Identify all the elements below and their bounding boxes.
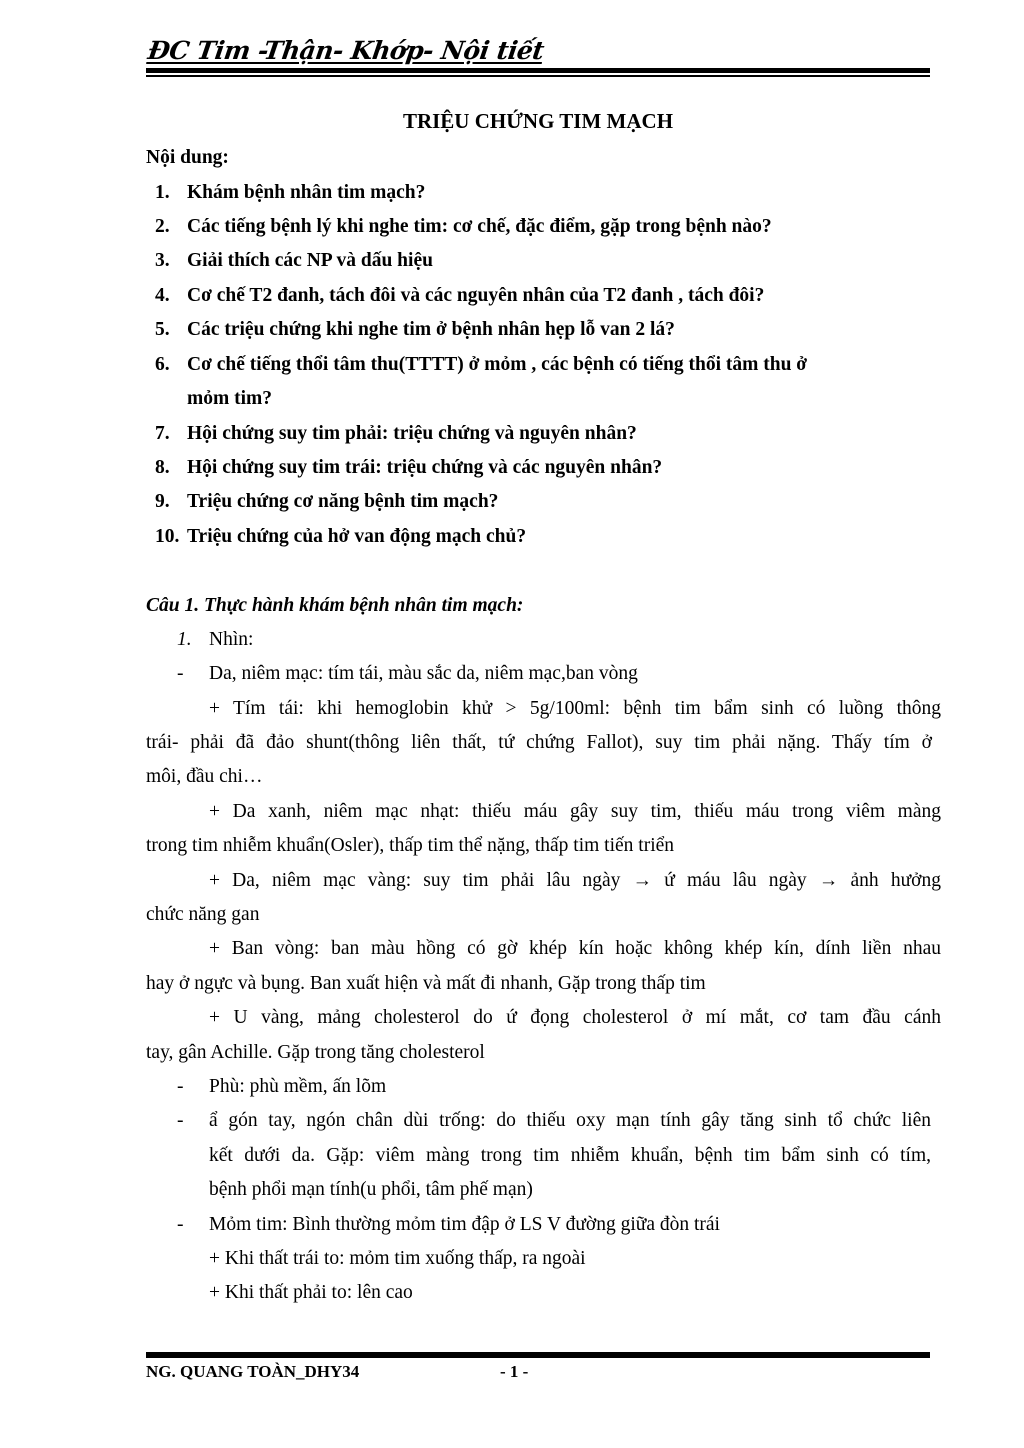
toc-text: Các triệu chứng khi nghe tim ở bệnh nhân hẹp lỗ van 2 lá? xyxy=(187,319,675,340)
toc-number: 1. xyxy=(155,182,170,203)
toc-item-continuation: mỏm tim? xyxy=(187,388,273,409)
running-header-title: ĐC Tim -Thận- Khớp- Nội tiết xyxy=(146,36,546,65)
body-line: hay ở ngực và bụng. Ban xuất hiện và mất đi nhanh, Gặp trong thấp tim xyxy=(146,973,706,994)
toc-text: Cơ chế tiếng thổi tâm thu(TTTT) ở mỏm , các bệnh có tiếng thổi tâm thu ở xyxy=(187,354,808,375)
toc-item xyxy=(155,525,526,549)
toc-text: Cơ chế T2 đanh, tách đôi và các nguyên nhân của T2 đanh , tách đôi? xyxy=(187,285,765,306)
toc-item xyxy=(155,490,498,514)
toc-text: Hội chứng suy tim trái: triệu chứng và các nguyên nhân? xyxy=(187,457,663,478)
toc-number: 8. xyxy=(155,457,170,478)
toc-text: Các tiếng bệnh lý khi nghe tim: cơ chế, đặc điểm, gặp trong bệnh nào? xyxy=(187,216,772,237)
toc-text: Giải thích các NP và dấu hiệu xyxy=(187,250,433,271)
toc-number: 4. xyxy=(155,285,170,306)
subsection-number: 1. xyxy=(177,629,192,650)
bullet-text: Da, niêm mạc: tím tái, màu sắc da, niêm mạc,ban vòng xyxy=(209,663,638,684)
body-line: + Ban vòng: ban màu hồng có gờ khép kín hoặc không khép kín, dính liền nhau xyxy=(209,938,941,959)
body-line: + Khi thất trái to: mỏm tim xuống thấp, ra ngoài xyxy=(209,1248,586,1269)
body-line: + Da, niêm mạc vàng: suy tim phải lâu ngày → ứ máu lâu ngày → ảnh hưởng xyxy=(209,870,941,891)
body-line: chức năng gan xyxy=(146,904,260,925)
body-line: trong tim nhiễm khuẩn(Osler), thấp tim thể nặng, thấp tim tiến triển xyxy=(146,835,675,856)
body-line: môi, đầu chi… xyxy=(146,766,263,787)
bullet-item xyxy=(177,662,638,686)
subsection-label: Nhìn: xyxy=(209,629,254,650)
contents-label: Nội dung: xyxy=(146,147,229,168)
bullet-item xyxy=(177,1075,386,1099)
body-line: tay, gân Achille. Gặp trong tăng cholesterol xyxy=(146,1042,485,1063)
toc-item xyxy=(155,422,637,446)
bullet-item xyxy=(177,1213,720,1237)
body-line: trái- phải đã đảo shunt(thông liên thất, tứ chứng Fallot), suy tim phải nặng. Thấy tím ở xyxy=(146,732,932,753)
bullet-dash: - xyxy=(177,1076,184,1097)
body-line: + Da xanh, niêm mạc nhạt: thiếu máu gây suy tim, thiếu máu trong viêm màng xyxy=(209,801,941,822)
body-line: + Khi thất phải to: lên cao xyxy=(209,1282,413,1303)
bullet-dash: - xyxy=(177,1214,184,1235)
toc-number: 7. xyxy=(155,423,170,444)
toc-item xyxy=(155,215,772,239)
page-number: - 1 - xyxy=(500,1362,529,1381)
document-title: TRIỆU CHỨNG TIM MẠCH xyxy=(402,109,674,133)
toc-item xyxy=(155,456,662,480)
toc-number: 10. xyxy=(155,526,180,547)
toc-number: 3. xyxy=(155,250,170,271)
bullet-dash: - xyxy=(177,1110,184,1131)
subsection-heading xyxy=(177,628,253,652)
body-line: kết dưới da. Gặp: viêm màng trong tim nhiễm khuẩn, bệnh tim bẩm sinh có tím, xyxy=(209,1145,931,1166)
header-rule-thick xyxy=(146,68,930,73)
footer-author: NG. QUANG TOÀN_DHY34 xyxy=(146,1362,360,1381)
toc-text: Triệu chứng của hở van động mạch chủ? xyxy=(187,526,527,547)
bullet-item xyxy=(177,1109,931,1133)
body-line: + U vàng, mảng cholesterol do ứ đọng cholesterol ở mí mắt, cơ tam đầu cánh xyxy=(209,1007,941,1028)
bullet-text: Phù: phù mềm, ấn lõm xyxy=(209,1076,387,1097)
bullet-text: ẩ gón tay, ngón chân dùi trống: do thiếu oxy mạn tính gây tăng sinh tổ chức liên xyxy=(209,1110,931,1131)
footer-rule xyxy=(146,1352,930,1358)
toc-item xyxy=(155,284,764,308)
toc-number: 9. xyxy=(155,491,170,512)
body-line: bệnh phổi mạn tính(u phổi, tâm phế mạn) xyxy=(209,1179,533,1200)
toc-number: 6. xyxy=(155,354,170,375)
toc-number: 5. xyxy=(155,319,170,340)
toc-item xyxy=(155,249,433,273)
bullet-text: Mỏm tim: Bình thường mỏm tim đập ở LS V đường giữa đòn trái xyxy=(209,1214,720,1235)
toc-item xyxy=(155,181,425,205)
bullet-dash: - xyxy=(177,663,184,684)
toc-text: Khám bệnh nhân tim mạch? xyxy=(187,182,426,203)
toc-text: Triệu chứng cơ năng bệnh tim mạch? xyxy=(187,491,499,512)
question-heading: Câu 1. Thực hành khám bệnh nhân tim mạch: xyxy=(146,595,524,616)
header-rule-thin xyxy=(146,75,930,77)
toc-item xyxy=(155,318,675,342)
body-line: + Tím tái: khi hemoglobin khử > 5g/100ml: bệnh tim bẩm sinh có luồng thông xyxy=(209,698,941,719)
toc-text: Hội chứng suy tim phải: triệu chứng và nguyên nhân? xyxy=(187,423,637,444)
toc-item xyxy=(155,353,807,377)
toc-number: 2. xyxy=(155,216,170,237)
